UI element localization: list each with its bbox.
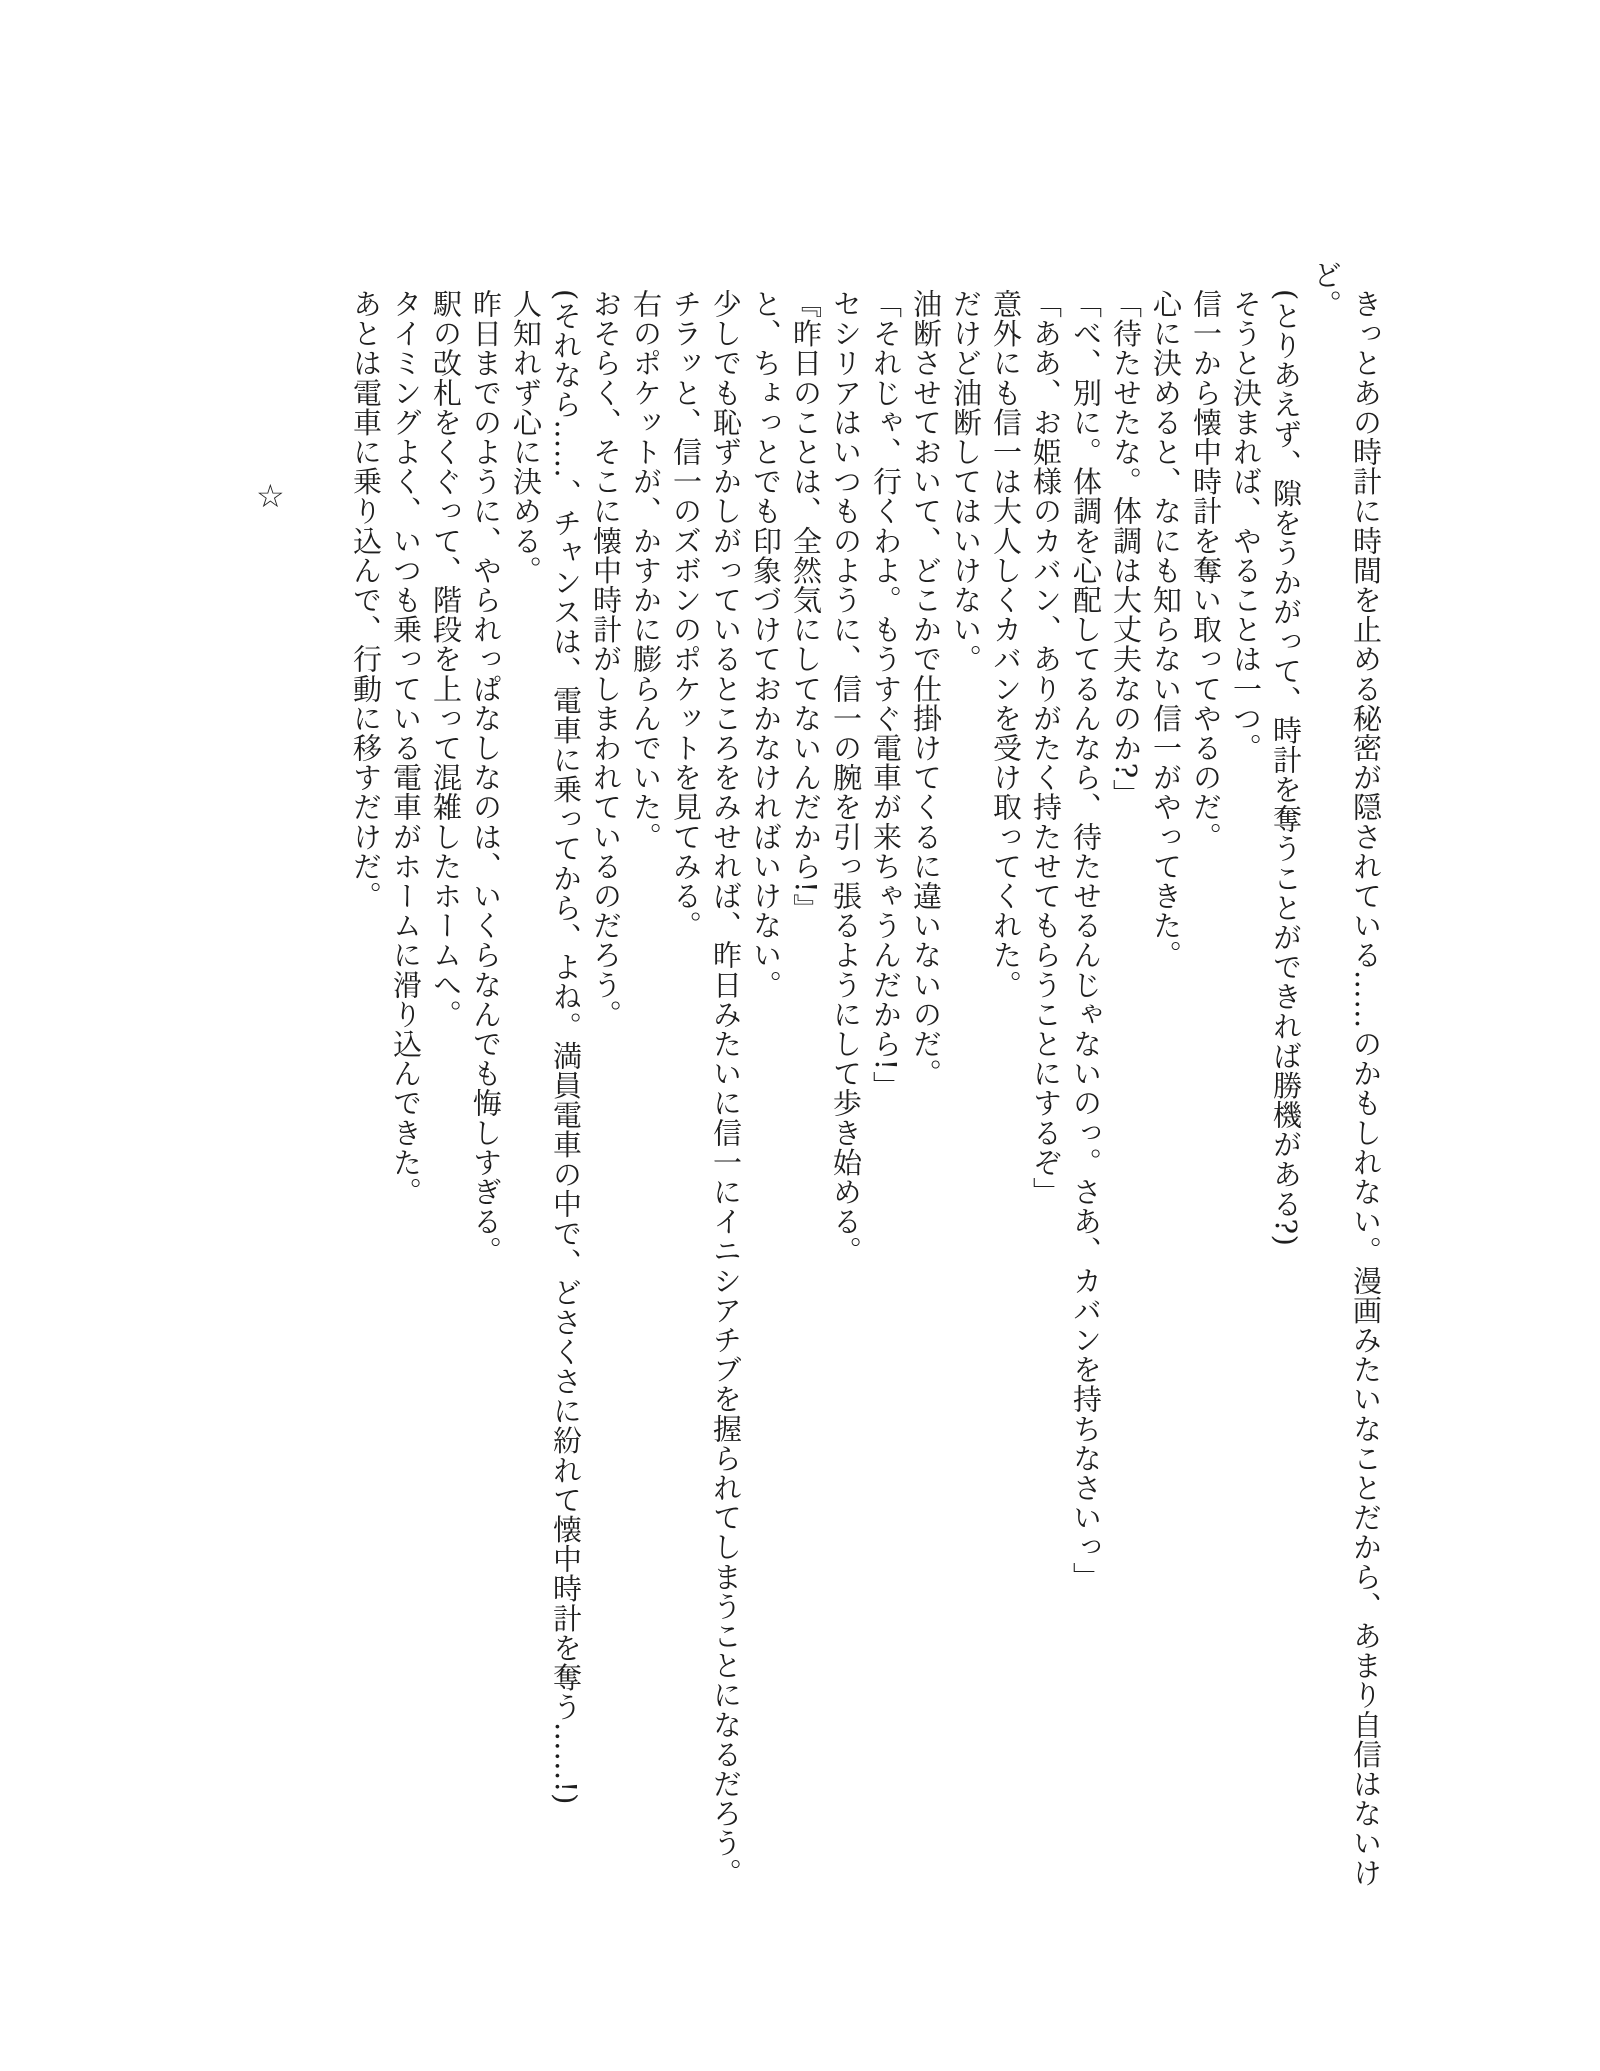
vertical-text-block [346, 260, 1386, 1888]
paragraph: きっとあの時計に時間を止める秘密が隠されている……のかもしれない。漫画みたいなことだから、あまり自信はないけど。 [1309, 260, 1383, 1888]
paragraph: 「べ、別に。体調を心配してるんなら、待たせるんじゃないのっ。さあ、カバンを持ちなさいっ」 [1069, 289, 1103, 1592]
paragraph: 「それじゃ、行くわよ。もうすぐ電車が来ちゃうんだから!」 [869, 289, 903, 1101]
paragraph: 人知れず心に決める。 [509, 289, 543, 585]
paragraph: 駅の改札をくぐって、階段を上って混雑したホームへ。 [429, 289, 463, 1029]
paragraph: (それなら……、チャンスは、電車に乗ってから、よね。満員電車の中で、どさくさに紛れて懐中時計を奪う……!) [549, 289, 583, 1806]
paragraph: 心に決めると、なにも知らない信一がやってきた。 [1149, 289, 1183, 970]
paragraph: 信一から懐中時計を奪い取ってやるのだ。 [1189, 289, 1223, 852]
paragraph: あとは電車に乗り込んで、行動に移すだけだ。 [349, 289, 383, 911]
paragraph: 「待たせたな。体調は大丈夫なのか?」 [1109, 289, 1143, 809]
paragraph: 油断させておいて、どこかで仕掛けてくるに違いないのだ。 [909, 289, 943, 1089]
paragraph: 少しでも恥ずかしがっているところをみせれば、昨日みたいに信一にイニシアチブを握られてしまうことになるだろう。 [709, 289, 743, 1888]
paragraph: 「ああ、お姫様のカバン、ありがたく持たせてもらうことにするぞ」 [1029, 289, 1063, 1207]
paragraph: 昨日までのように、やられっぱなしなのは、いくらなんでも悔しすぎる。 [469, 289, 503, 1266]
section-divider-star: ☆ [256, 477, 285, 515]
paragraph: セシリアはいつものように、信一の腕を引っ張るようにして歩き始める。 [829, 289, 863, 1266]
paragraph: タイミングよく、いつも乗っている電車がホームに滑り込んできた。 [389, 289, 423, 1207]
paragraph: だけど油断してはいけない。 [949, 289, 983, 674]
paragraph: チラッと、信一のズボンのポケットを見てみる。 [669, 289, 703, 941]
paragraph: 意外にも信一は大人しくカバンを受け取ってくれた。 [989, 289, 1023, 1000]
paragraph: おそらく、そこに懐中時計がしまわれているのだろう。 [589, 289, 623, 1029]
paragraph: 右のポケットが、かすかに膨らんでいた。 [629, 289, 663, 852]
paragraph: (とりあえず、隙をうかがって、時計を奪うことができれば勝機がある?) [1269, 289, 1303, 1247]
paragraph: と、ちょっとでも印象づけておかなければいけない。 [749, 289, 783, 1000]
paragraph: 『昨日のことは、全然気にしてないんだから!』 [789, 289, 823, 923]
paragraph: そうと決まれば、やることは一つ。 [1229, 289, 1263, 763]
